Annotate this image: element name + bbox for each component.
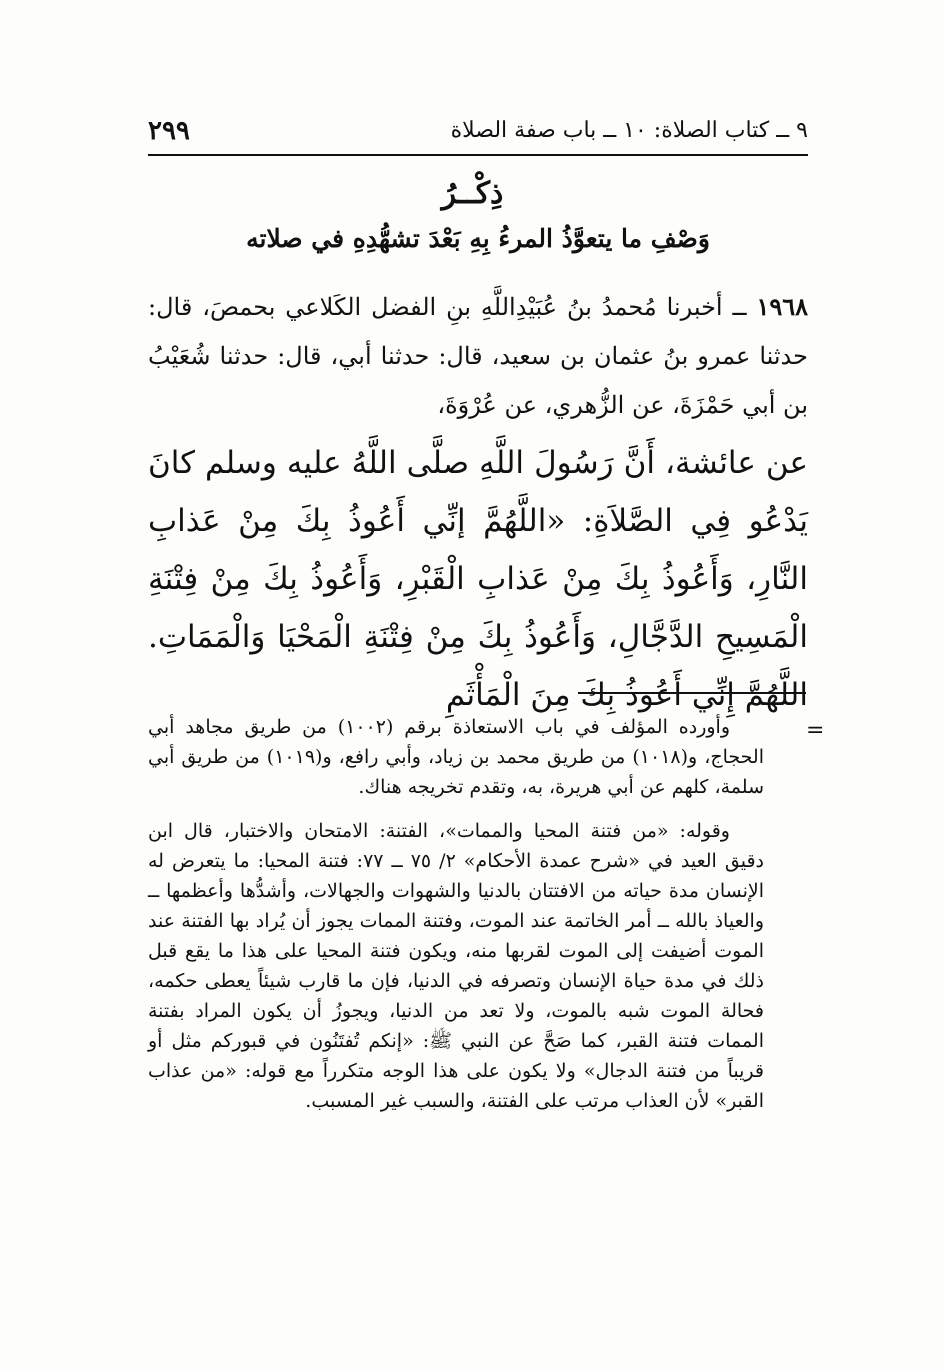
section-subtitle: وَصْفِ ما يتعوَّذُ المرءُ بِهِ بَعْدَ تشهُّدِهِ في صلاته	[246, 224, 710, 253]
hadith-isnad-text: ــ أخبرنا مُحمدُ بنُ عُبَيْدِاللَّهِ بنِ الفضل الكَلاعي بحمصَ، قال: حدثنا عمرو بنُ عثمان بن سعيد، قال: حدثنا أبي، قال: حدثنا شُعَيْبُ بن أبي حَمْزَةَ، عن الزُّهري، عن عُرْوَةَ،	[148, 293, 808, 419]
hadith-isnad	[148, 282, 808, 430]
chapter-header-title: ٩ ــ كتاب الصلاة: ١٠ ــ باب صفة الصلاة	[450, 118, 808, 143]
footnote-paragraph: وقوله: «من فتنة المحيا والممات»، الفتنة: الامتحان والاختبار، قال ابن دقيق العيد في «شرح عمدة الأحكام» ٢/ ٧٥ ــ ٧٧: فتنة المحيا: ما يتعرض له الإنسان مدة حياته من الافتتان بالدنيا والشهوات والجهالات، وأشدُّها وأعظمها ــ والعياذ بالله ــ أمر الخاتمة عند الموت، وفتنة الممات يجوز أن يُراد بها الفتنة عند الموت أضيفت إلى الموت لقربها منه، ويكون فتنة المحيا على هذا ما يقع قبل ذلك في مدة حياة الإنسان وتصرفه في الدنيا، فإن ما قارب شيئاً يعطى حكمه، فحالة الموت شبه بالموت، ولا تعد من الدنيا، ويجوزُ أن يكون المراد بفتنة الممات فتنة القبر، كما صَحَّ عن النبي ﷺ: «إنكم تُفتَنُون في قبوركم مثل أو قريباً من فتنة الدجال» ولا يكون على هذا الوجه متكرراً مع قوله: «من عذاب القبر» لأن العذاب مرتب على الفتنة، والسبب غير المسبب.	[148, 820, 764, 1112]
footnote-paragraph: وأورده المؤلف في باب الاستعاذة برقم (١٠٠٢) من طريق مجاهد أبي الحجاج، و(١٠١٨) من طريق محمد بن زياد، وأبي رافع، و(١٠١٩) من طريق أبي سلمة، كلهم عن أبي هريرة، به، وتقدم تخريجه هناك.	[148, 716, 764, 798]
footnotes	[148, 712, 764, 1116]
section-label: ذِكْــرُ	[441, 176, 504, 211]
page-number: ٢٩٩	[148, 116, 190, 146]
hadith-matn: عن عائشة، أَنَّ رَسُولَ اللَّهِ صلَّى اللَّهُ عليه وسلم كانَ يَدْعُو فِي الصَّلاَةِ: «اللَّهُمَّ إنِّي أَعُوذُ بِكَ مِنْ عَذابِ النَّارِ، وَأَعُوذُ بِكَ مِنْ عَذابِ الْقَبْرِ، وَأَعُوذُ بِكَ مِنْ فِتْنَةِ الْمَسِيحِ الدَّجَّالِ، وَأَعُوذُ بِكَ مِنْ فِتْنَةِ الْمَحْيَا وَالْمَمَاتِ. اللَّهُمَّ إِنِّي أَعُوذُ بِكَ مِنَ الْمَأْثَمِ	[148, 445, 808, 713]
footnote-divider	[578, 692, 806, 694]
running-header	[148, 110, 808, 156]
footnote-continuation-mark: =	[806, 718, 825, 743]
hadith-number: ١٩٦٨	[756, 292, 808, 321]
